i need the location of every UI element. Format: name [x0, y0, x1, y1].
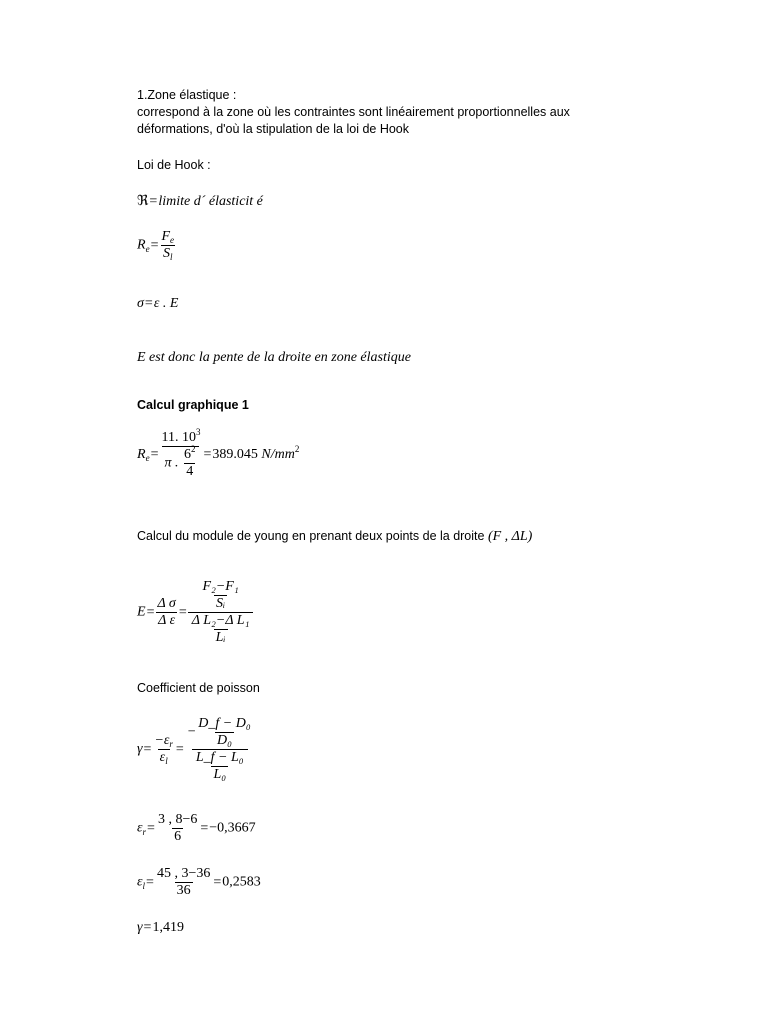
equation-calc: $R_e=$ 11. $10^3$ π . $\frac{6^2}{4}$ =389.045 $N/mm^2$ [137, 427, 300, 479]
eq-gamma-mid-fraction [152, 733, 174, 766]
eq-el-result: 0,2583 [222, 874, 261, 890]
eq-gamma-bot-num: L_f − L₀ [195, 750, 244, 765]
eq-calc-den-pi: π . [164, 455, 179, 471]
eq-re-den: S [162, 246, 170, 261]
poisson-label: Coefficient de poisson [137, 681, 260, 695]
eq-el-lhs-sub: l [142, 880, 146, 891]
eq-gamma-mid-den: ε [159, 750, 166, 765]
eq-gamma-mid-num: −ε [154, 733, 170, 748]
eq-er-result: −0,3667 [209, 820, 256, 836]
eq-calc-fraction [159, 427, 202, 480]
eq-calc-den-den: 4 [186, 464, 194, 479]
equation-E: E= $\frac{\text{Δ σ}}{\text{Δ ε}}$ = $\frac{\frac{\text{F₂−F₁}}{\text{Sᵢ}}}{\frac{\text{Δ L₂−Δ L₁}}{\text{Lᵢ}}}$ [137, 579, 253, 646]
eq-gamma-mid-num-sub: r [169, 739, 173, 749]
eq-E-bot-den: Lᵢ [215, 630, 226, 645]
eq-gamma-mid-den-sub: l [165, 756, 168, 766]
module-pair: (F , ΔL) [487, 529, 533, 544]
eq-limite-rhs: limite d´ élasticit é [158, 194, 263, 209]
eq-limite-lhs: ℜ [137, 194, 149, 209]
equation-gamma: γ= $\frac{-\varepsilon_r}{\varepsilon_l}$ = − $\frac{\text{D\_f − D₀}}{\text{D₀}}$ $\frac{\text{L\_f − L₀}}{\text{L₀}}$ [137, 716, 255, 783]
eq-el-den: 36 [176, 883, 191, 898]
eq-sigma-rhs: ε . E [153, 296, 179, 311]
equation-sigma: σ=ε . E [137, 296, 179, 311]
eq-gamma-top-den: D₀ [217, 733, 232, 748]
eq-gamma-bot-den: L₀ [213, 767, 227, 782]
pente-text: E est donc la pente de la droite en zone élastique [137, 350, 411, 365]
eq-re-num: F [161, 229, 171, 244]
eq-calc-lhs: R [137, 447, 146, 463]
eq-re-lhs: R [137, 237, 146, 253]
eq-calc-result: 389.045 [212, 447, 258, 463]
eq-gamma-lhs: γ [137, 741, 143, 757]
eq-el-lhs: ε [137, 874, 143, 890]
eq-E-bot-num: Δ L₂−Δ L₁ [191, 613, 250, 628]
eq-E-big-fraction [188, 579, 254, 646]
intro-line-2: déformations, d'où la stipulation de la loi de Hook [137, 122, 409, 136]
eq-gamma-result-lhs: γ [137, 920, 143, 935]
intro-line-1: correspond à la zone où les contraintes sont linéairement proportionnelles aux [137, 105, 570, 119]
eq-E-top-num: F₂−F₁ [202, 579, 239, 594]
eq-re-lhs-sub: e [145, 243, 150, 254]
eq-calc-num: 11. 10 [161, 430, 196, 445]
eq-el-fraction [155, 866, 212, 899]
eq-er-den: 6 [174, 829, 182, 844]
equation-gamma-result: γ=1,419 [137, 920, 184, 935]
equation-limite: ℜ=limite d´ élasticit é [137, 194, 263, 209]
equation-re: $R_e=$ $\frac{F_e}{S_l}$ [137, 229, 175, 262]
eq-E-mid-den: Δ ε [158, 613, 176, 628]
eq-E-lhs: E [137, 604, 146, 620]
eq-E-mid-num: Δ σ [157, 596, 176, 611]
eq-gamma-result-value: 1,419 [152, 920, 184, 935]
eq-el-num: 45 , 3−36 [156, 866, 211, 881]
equation-el: $\varepsilon_l=$ $\frac{45 , 3-36}{36}$ =0,2583 [137, 866, 261, 898]
eq-er-lhs-sub: r [142, 826, 147, 837]
module-text-label: Calcul du module de young en prenant deux points de la droite [137, 529, 485, 543]
module-text [137, 528, 532, 545]
eq-gamma-minus: − [186, 724, 197, 740]
eq-gamma-top-num: D_f − D₀ [198, 716, 251, 731]
eq-calc-den-num-sup: 2 [190, 444, 196, 454]
loi-label: Loi de Hook : [137, 158, 211, 172]
eq-re-fraction [159, 229, 176, 262]
section-heading: 1.Zone élastique : [137, 88, 237, 102]
eq-er-fraction [156, 812, 199, 845]
eq-re-den-sub: l [169, 252, 173, 262]
eq-gamma-big-fraction [185, 716, 255, 783]
eq-calc-num-sup: 3 [195, 427, 201, 437]
eq-calc-den-num: 6 [183, 447, 191, 462]
eq-er-lhs: ε [137, 820, 143, 836]
calcul-heading: Calcul graphique 1 [137, 398, 249, 412]
eq-E-mid-fraction [155, 596, 177, 629]
eq-calc-lhs-sub: e [145, 453, 150, 464]
eq-calc-unit-sup: 2 [294, 444, 300, 455]
equation-er: $\varepsilon_r=$ $\frac{3 , 8-6}{6}$ =−0,3667 [137, 812, 256, 844]
eq-re-num-sub: e [170, 235, 175, 245]
eq-E-top-den: Sᵢ [215, 596, 226, 611]
eq-er-num: 3 , 8−6 [157, 812, 198, 827]
eq-sigma-lhs: σ [137, 296, 144, 311]
eq-calc-unit: N/mm [261, 447, 295, 463]
